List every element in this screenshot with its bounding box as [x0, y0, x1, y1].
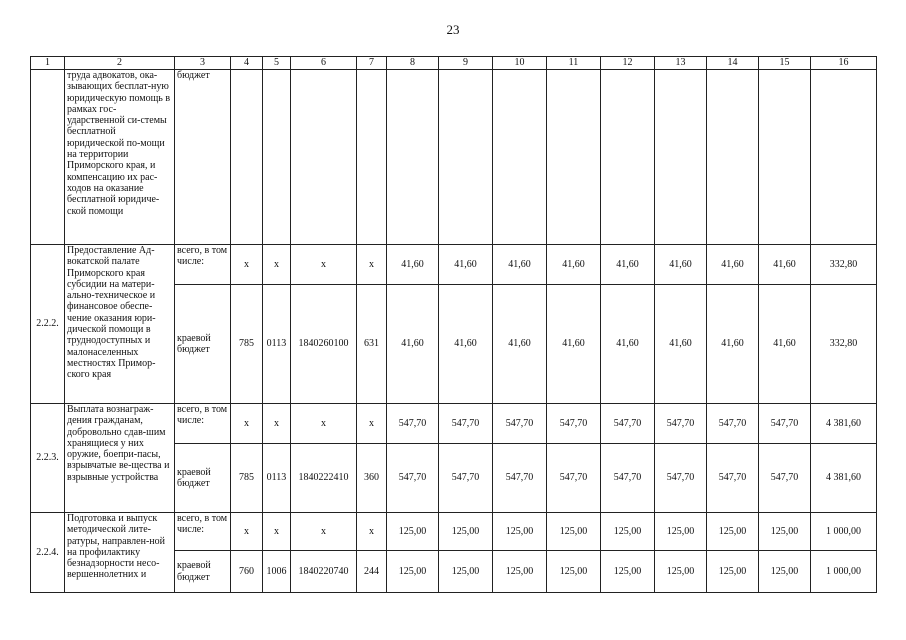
cell-5: x — [263, 404, 291, 444]
table-row-2-2-2-total — [31, 245, 877, 285]
cell-14: 547,70 — [707, 404, 759, 444]
cell-11: 41,60 — [547, 245, 601, 285]
cell-5: 0113 — [263, 444, 291, 513]
cell-16-total: 1 000,00 — [811, 551, 877, 593]
cell-7: x — [357, 245, 387, 285]
cell-8: 41,60 — [387, 245, 439, 285]
cell-4: 760 — [231, 551, 263, 593]
empty-cell — [547, 70, 601, 245]
cell-11: 547,70 — [547, 404, 601, 444]
empty-cell — [263, 70, 291, 245]
cell-13: 547,70 — [655, 404, 707, 444]
cell-6: 1840222410 — [291, 444, 357, 513]
cell-6: 1840260100 — [291, 285, 357, 404]
cell-13: 125,00 — [655, 551, 707, 593]
col-header-7: 7 — [357, 57, 387, 70]
cell-6: x — [291, 404, 357, 444]
col-header-16: 16 — [811, 57, 877, 70]
col-header-15: 15 — [759, 57, 811, 70]
cell-12: 41,60 — [601, 285, 655, 404]
empty-cell — [291, 70, 357, 245]
cell-13: 547,70 — [655, 444, 707, 513]
cell-14: 125,00 — [707, 551, 759, 593]
cell-9: 41,60 — [439, 245, 493, 285]
cell-4: 785 — [231, 285, 263, 404]
cell-11: 125,00 — [547, 551, 601, 593]
table-row-2-2-3-total — [31, 404, 877, 444]
cell-16-total: 332,80 — [811, 285, 877, 404]
cell-9: 125,00 — [439, 513, 493, 551]
col-header-10: 10 — [493, 57, 547, 70]
cell-13: 41,60 — [655, 285, 707, 404]
cell-15: 41,60 — [759, 285, 811, 404]
cell-4: x — [231, 245, 263, 285]
cell-16-total: 1 000,00 — [811, 513, 877, 551]
cell-8: 125,00 — [387, 513, 439, 551]
cell-14: 125,00 — [707, 513, 759, 551]
empty-cell — [231, 70, 263, 245]
page-number: 23 — [446, 22, 460, 37]
item-description: Подготовка и выпуск методической лите-ратуры, направлен-ной на профилактику безнадзорности несо-вершеннолетних и — [65, 513, 175, 593]
cell-15: 547,70 — [759, 444, 811, 513]
cell-11: 41,60 — [547, 285, 601, 404]
table-row-2-2-4-total — [31, 513, 877, 551]
cell-16-total: 4 381,60 — [811, 444, 877, 513]
col-header-3: 3 — [175, 57, 231, 70]
cell-4: x — [231, 513, 263, 551]
cell-8: 547,70 — [387, 404, 439, 444]
empty-cell — [601, 70, 655, 245]
cell-6: x — [291, 245, 357, 285]
empty-cell — [811, 70, 877, 245]
cell-10: 125,00 — [493, 513, 547, 551]
funding-source: краевой бюджет — [175, 551, 231, 593]
cell-13: 41,60 — [655, 245, 707, 285]
item-number: 2.2.4. — [31, 513, 65, 593]
empty-cell — [759, 70, 811, 245]
cell-10: 547,70 — [493, 404, 547, 444]
cell-9: 125,00 — [439, 551, 493, 593]
col-header-12: 12 — [601, 57, 655, 70]
cell-16-total: 4 381,60 — [811, 404, 877, 444]
cell-14: 41,60 — [707, 245, 759, 285]
item-number-cell — [31, 70, 65, 245]
empty-cell — [439, 70, 493, 245]
cell-10: 41,60 — [493, 245, 547, 285]
cell-13: 125,00 — [655, 513, 707, 551]
cell-15: 547,70 — [759, 404, 811, 444]
cell-4: 785 — [231, 444, 263, 513]
cell-9: 547,70 — [439, 444, 493, 513]
col-header-1: 1 — [31, 57, 65, 70]
cell-14: 547,70 — [707, 444, 759, 513]
cell-6: 1840220740 — [291, 551, 357, 593]
cell-10: 547,70 — [493, 444, 547, 513]
cell-8: 547,70 — [387, 444, 439, 513]
cell-16-total: 332,80 — [811, 245, 877, 285]
column-number-row — [31, 57, 877, 70]
item-description: Предоставление Ад-вокатской палате Приморского края субсидии на матери-ально-техническое и финансовое обеспе-чение оказания юри-дической помощи в труднодоступных и малонаселенных местностях Примор-ского края — [65, 245, 175, 404]
cell-9: 41,60 — [439, 285, 493, 404]
cell-12: 41,60 — [601, 245, 655, 285]
empty-cell — [493, 70, 547, 245]
cell-10: 41,60 — [493, 285, 547, 404]
cell-7: 360 — [357, 444, 387, 513]
table-row-continuation — [31, 70, 877, 245]
funding-source: краевой бюджет — [175, 285, 231, 404]
empty-cell — [357, 70, 387, 245]
cell-5: 1006 — [263, 551, 291, 593]
funding-source: краевой бюджет — [175, 444, 231, 513]
item-number: 2.2.2. — [31, 245, 65, 404]
cell-7: 631 — [357, 285, 387, 404]
cell-15: 125,00 — [759, 513, 811, 551]
empty-cell — [655, 70, 707, 245]
col-header-14: 14 — [707, 57, 759, 70]
col-header-5: 5 — [263, 57, 291, 70]
cell-15: 41,60 — [759, 245, 811, 285]
cell-9: 547,70 — [439, 404, 493, 444]
cell-10: 125,00 — [493, 551, 547, 593]
item-description: Выплата вознаграж-дения гражданам, добровольно сдав-шим хранящиеся у них оружие, боепри-пасы, взрывчатые ве-щества и взрывные устройства — [65, 404, 175, 513]
funding-source: бюджет — [175, 70, 231, 245]
col-header-8: 8 — [387, 57, 439, 70]
empty-cell — [707, 70, 759, 245]
cell-4: x — [231, 404, 263, 444]
col-header-6: 6 — [291, 57, 357, 70]
cell-5: x — [263, 513, 291, 551]
cell-12: 547,70 — [601, 404, 655, 444]
col-header-9: 9 — [439, 57, 493, 70]
cell-8: 125,00 — [387, 551, 439, 593]
cell-11: 125,00 — [547, 513, 601, 551]
cell-5: 0113 — [263, 285, 291, 404]
item-number: 2.2.3. — [31, 404, 65, 513]
cell-12: 547,70 — [601, 444, 655, 513]
col-header-4: 4 — [231, 57, 263, 70]
cell-8: 41,60 — [387, 285, 439, 404]
col-header-11: 11 — [547, 57, 601, 70]
cell-6: x — [291, 513, 357, 551]
funding-source: всего, в том числе: — [175, 404, 231, 444]
cell-12: 125,00 — [601, 551, 655, 593]
cell-11: 547,70 — [547, 444, 601, 513]
cell-5: x — [263, 245, 291, 285]
empty-cell — [387, 70, 439, 245]
item-description: труда адвокатов, ока-зывающих бесплат-ную юридическую помощь в рамках гос-ударственной си-стемы бесплатной юридической по-мощи на территории Приморского края, и компенсацию их рас-ходов на оказание бесплатной юридиче-ской помощи — [65, 70, 175, 245]
cell-14: 41,60 — [707, 285, 759, 404]
cell-7: x — [357, 513, 387, 551]
col-header-2: 2 — [65, 57, 175, 70]
cell-7: 244 — [357, 551, 387, 593]
funding-source: всего, в том числе: — [175, 513, 231, 551]
cell-12: 125,00 — [601, 513, 655, 551]
funding-source: всего, в том числе: — [175, 245, 231, 285]
cell-7: x — [357, 404, 387, 444]
budget-table — [30, 56, 877, 593]
col-header-13: 13 — [655, 57, 707, 70]
cell-15: 125,00 — [759, 551, 811, 593]
